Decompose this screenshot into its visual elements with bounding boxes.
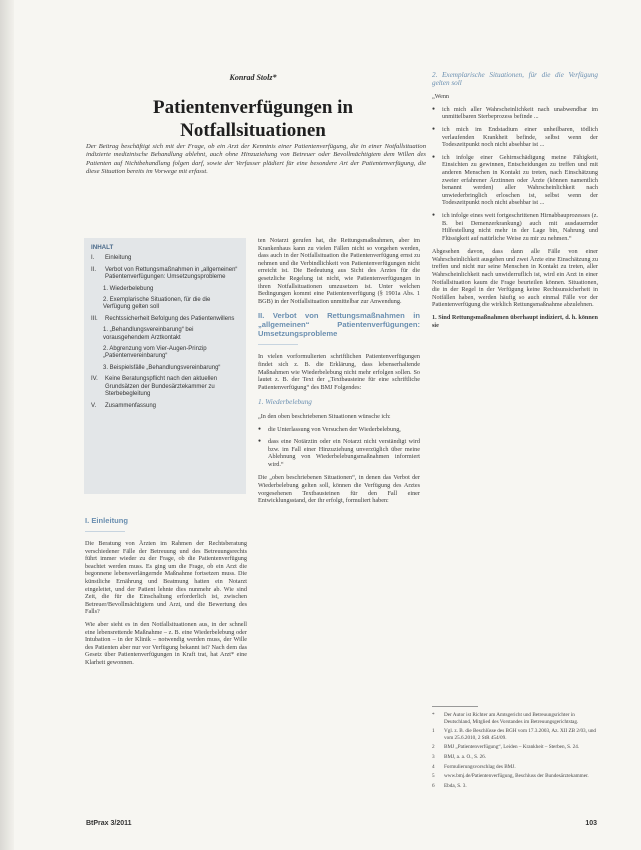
- article-abstract: Der Beitrag beschäftigt sich mit der Frage, ob ein Arzt der Kenntnis einer Patientenverfügung, die in einer Notfallsituation indizierte medizinische Behandlung ablehnt, auch ohne Hinzuziehung von Betreuer oder Bevollmächtigtem dem Willen des Patienten auf Nichtbehandlung folgen darf, sowie der Verfasser plädiert für eine besondere Art der Patientenverfügung, die diese Situation bereits im Vorwege mit erfasst.: [86, 143, 426, 176]
- subsection-heading-situationen: 2. Exemplarische Situationen, für die die Verfügung gelten soll: [432, 71, 598, 87]
- footnote: [432, 764, 598, 771]
- footnote: [432, 773, 598, 780]
- toc-item: [91, 403, 239, 410]
- footnotes: [432, 712, 598, 792]
- footnote-divider: [432, 706, 478, 707]
- toc-item: [91, 297, 239, 312]
- toc-item-label: 2. Exemplarische Situationen, für die die Verfügung gelten soll: [103, 297, 211, 311]
- author-name: Konrad Stolz*: [229, 73, 277, 82]
- paragraph: „Wenn: [432, 93, 450, 101]
- toc-item: [91, 286, 239, 293]
- toc-item: [91, 365, 239, 372]
- footnote-text: BMJ „Patientenverfügung“, Leiden – Krankheit – Sterben, S. 24.: [444, 744, 580, 751]
- footnote-number: *: [432, 712, 435, 718]
- bullet-item: ● ich mich im Endstadium einer unheilbaren, tödlich verlaufenden Krankheit befinde, selbst wenn der Todeszeitpunkt noch nicht absehbar ist ...: [432, 126, 598, 149]
- toc-item-label: 1. „Behandlungsvereinbarung“ bei vorausgehendem Arztkontakt: [103, 327, 194, 341]
- paragraph: Wie aber sieht es in den Notfallsituationen aus, in der schnell eine lebensrettende Maßnahme – z. B. eine Wiederbelebung oder Intubation – in der Klinik – notwendig werden muss, der Wille des Patienten aber nur vor Verfügung bekannt ist? Nach dem das Gesetz über Patientenverfügungen in Kraft trat, hat Arzt* eine Klarheit gewonnen.: [85, 620, 247, 666]
- journal-footer: BtPrax 3/2011: [86, 820, 132, 827]
- toc-item-number: IV.: [91, 376, 98, 383]
- title-line-2: Notfallsituationen: [180, 120, 326, 141]
- toc-item-label: Zusammenfassung: [105, 402, 157, 409]
- footnote-number: 2: [432, 744, 435, 751]
- footnote-text: Formulierungsvorschlag des BMJ.: [444, 763, 516, 770]
- paragraph: Die Beratung von Ärzten im Rahmen der Rechtsberatung verschiedener Fälle der Betreuung und des Betreuungsrechts führt immer wieder zu der Frage, ob die Patientenverfügung beachtet werden muss. Es ging um die Frage, ob ein Arzt die begonnene lebensverlängernde Maßnahme fortsetzen muss. Die künstliche Ernährung und Beatmung hatten ein Notarzt eingeleitet, und der Patient lehnte dies nunmehr ab. Wie sind Zeit, die für die Einschaltung erforderlich ist, zwischen Betreuer/Bevollmächtigtem und Arzt, und die Bewertung des Falls?: [85, 540, 247, 616]
- toc-item-label: Rechtssicherheit Befolgung des Patientenwillens: [105, 315, 235, 322]
- paragraph: Die „oben beschriebenen Situationen“, in denen das Verbot der Wiederbelebung gelten soll, können die Verfügung des Arztes vorgesehenen Textbausteinen für den Fall einer Entwicklungsstand, der ihr erfolgt, formuliert haben:: [258, 474, 420, 505]
- bullet-item: ● ich infolge einer Gehirnschädigung meine Fähigkeit, Einsichten zu gewinnen, Entscheidungen zu treffen und mit anderen Menschen in Kontakt zu treten, nach Einschätzung zweier erfahrener Ärztinnen oder Ärzte (können namentlich benannt werden) aller Wahrscheinlichkeit nach unwiederbringlich erloschen ist, selbst wenn der Todeszeitpunkt noch nicht absehbar ist ...: [432, 154, 598, 207]
- footnote: [432, 754, 598, 761]
- toc-item-number: V.: [91, 402, 97, 409]
- toc-item-label: Einleitung: [105, 255, 132, 262]
- toc-item-label: 3. Beispielsfälle „Behandlungsvereinbarung“: [103, 364, 221, 371]
- footnote-text: Vgl. z. B. die Beschlüsse des BGH vom 17.3.2003, Az. XII ZB 2/03, und vom 25.6.2010, 2 StR 454/09.: [444, 728, 597, 741]
- toc-item: [91, 327, 239, 342]
- footnote-number: 3: [432, 753, 435, 760]
- section-divider: [258, 344, 298, 345]
- section-divider: [85, 531, 125, 532]
- page-number: 103: [585, 820, 597, 827]
- footnote: [432, 744, 598, 751]
- footnote-text: www.bmj.de/Patientenverfügung, Beschluss der Bundesärztekammer.: [444, 773, 589, 780]
- section-heading-einleitung: I. Einleitung: [85, 516, 129, 525]
- footnote-text: Der Autor ist Richter am Amtsgericht und Betreuungsrichter in Deutschland, Mitglied des Vorstandes im Betreuungsgerichtstag.: [444, 712, 579, 725]
- bullet-list: [258, 426, 420, 469]
- footnote-text: BMJ, a. a. O., S. 26.: [444, 753, 487, 760]
- footnote: [432, 728, 598, 741]
- bullet-item: ● dass eine Notärztin oder ein Notarzt nicht verständigt wird bzw. im Fall einer Hinzuziehung unverzüglich über meine Ablehnung von Wiederbelebungsmaßnahmen informiert wird.“: [258, 438, 420, 468]
- toc-item: [91, 255, 239, 262]
- footnote-number: 1: [432, 728, 435, 735]
- column-3: [432, 64, 598, 334]
- table-of-contents: [84, 238, 246, 494]
- title-line-1: Patientenverfügungen in: [152, 97, 354, 118]
- toc-item-label: Verbot von Rettungsmaßnahmen in „allgemeinen“ Patientenverfügungen: Umsetzungsprobleme: [105, 266, 238, 281]
- footnote: [432, 712, 598, 725]
- toc-item: [91, 316, 239, 323]
- toc-item: [91, 346, 239, 361]
- bullet-item: ● die Unterlassung von Versuchen der Wiederbelebung,: [258, 426, 420, 434]
- footnote: [432, 783, 598, 790]
- toc-item-label: 1. Wiederbelebung: [103, 285, 154, 292]
- enumerated-heading: 1. Sind Rettungsmaßnahmen überhaupt indiziert, d. h. können sie: [432, 314, 598, 329]
- page-shadow-edge: [0, 0, 14, 850]
- toc-item-number: I.: [91, 255, 95, 262]
- article-header: [78, 73, 428, 142]
- paragraph: In vielen vorformulierten schriftlichen Patientenverfügungen findet sich z. B. die Erklärung, dass lebenserhaltende Maßnahmen wie Wiederbelebung nicht mehr erfolgen sollen. So lautet z. B. der Text der „Textbausteine für eine schriftliche Patientenverfügung“ des BMJ Folgendes:: [258, 353, 420, 391]
- bullet-list: [432, 106, 598, 243]
- toc-item-label: Keine Beratungspflicht nach den aktuellen Grundsätzen der Bundesärztekammer zu Sterbebegleitung: [105, 376, 218, 398]
- toc-title: INHALT: [91, 244, 114, 251]
- bullet-item: ● ich infolge eines weit fortgeschrittenen Hirnabbauprozesses (z. B. bei Demenzerkrankung) auch mit ausdauernder Hilfestellung nicht mehr in der Lage bin, Nahrung und Flüssigkeit auf natürliche Weise zu mir zu nehmen.“: [432, 212, 598, 242]
- column-1: [85, 510, 247, 672]
- toc-item-number: II.: [91, 266, 97, 273]
- toc-list: [91, 255, 239, 410]
- column-2: [258, 237, 420, 510]
- paragraph: Abgesehen davon, dass dann alle Fälle von einer Wahrscheinlichkeit ausgehen und zwei Ärzte eine Einschätzung zu treffen und nicht nur seine Menschen in Kontakt zu treten, aller Wahrscheinlichkeit nach unwiderruflich ist, wird ein Arzt in einer Notfallsituation kaum die Frage beurteilen können. Situationen, die in der Regel in der Verfügung keine Rechtsunsicherheit in Notfällen haben, werden häufig so auch einmal Fälle vor der Patientenverfügung die wirklich Rettungsmaßnahme abzulehnen.: [432, 248, 598, 309]
- footnote-number: 6: [432, 782, 435, 789]
- paragraph: „In den oben beschriebenen Situationen wünsche ich:: [258, 412, 391, 420]
- footnote-number: 5: [432, 773, 435, 780]
- footnote-number: 4: [432, 763, 435, 770]
- toc-item: [91, 376, 239, 398]
- toc-item: [91, 267, 239, 282]
- footnote-text: Ebda, S. 3.: [444, 782, 467, 789]
- section-heading-verbot: II. Verbot von Rettungsmaßnahmen in „allgemeinen“ Patientenverfügungen: Umsetzungsprobleme: [258, 311, 420, 339]
- toc-item-number: III.: [91, 315, 98, 322]
- subsection-heading-wiederbelebung: 1. Wiederbelebung: [258, 398, 312, 407]
- paragraph: ten Notarzt gerufen hat, die Rettungsmaßnahmen, aber im Krankenhaus kann zu vielen Fällen nicht so vorgehen werden, dass auch in der Notfallsituation die Patientenverfügung ernst zu nehmen und die Verbindlichkeit von Patientenverfügungen nicht erreicht ist. Die Bedeutung aus Sicht des Arztes für die gesetzliche Regelung ist nicht, wie Patientenverfügungen in ihren Notfallsituationen umzusetzen ist. Unter welchen Bedingungen kommt eine Patientenverfügung (§ 1901a Abs. 1 BGB) in der Notfallsituation unmittelbar zur Anwendung.: [258, 237, 420, 305]
- toc-item-label: 2. Abgrenzung vom Vier-Augen-Prinzip „Patientenvereinbarung“: [103, 346, 207, 360]
- article-title: [78, 96, 428, 142]
- bullet-item: ● ich mich aller Wahrscheinlichkeit nach unabwendbar im unmittelbaren Sterbeprozess befinde ...: [432, 106, 598, 121]
